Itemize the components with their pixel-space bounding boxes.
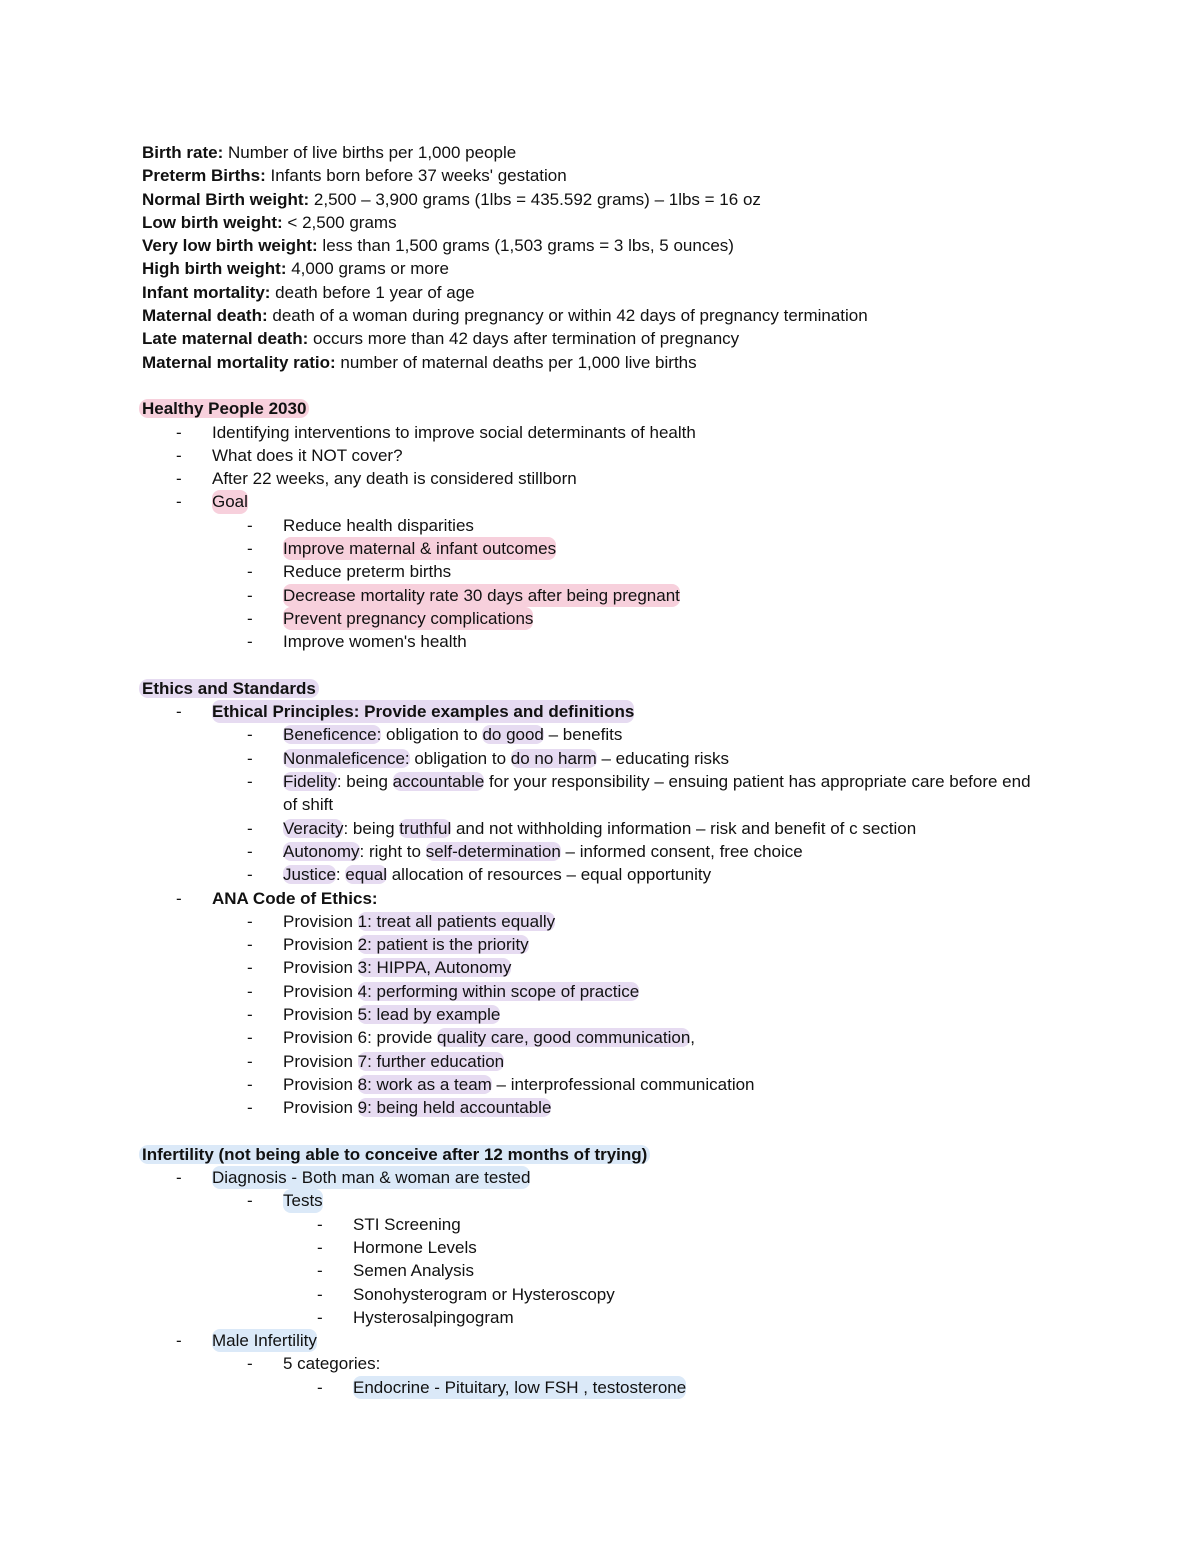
list-item-text: Diagnosis - Both man & woman are tested — [212, 1166, 530, 1189]
list-item-text: What does it NOT cover? — [212, 445, 403, 465]
definition-term: Low birth weight: — [142, 212, 283, 232]
principle-text: : being — [336, 772, 393, 792]
list-item — [142, 421, 1092, 444]
test-text: Sonohysterogram or Hysteroscopy — [353, 1284, 615, 1304]
principle-text: for your responsibility – ensuing patient has appropriate care before end — [484, 772, 1031, 792]
bullet-dash: - — [176, 1168, 182, 1188]
test-text: STI Screening — [353, 1214, 461, 1234]
bullet-dash: - — [247, 608, 253, 628]
definition-term: Preterm Births: — [142, 166, 266, 186]
definition-text: death of a woman during pregnancy or within 42 days of pregnancy termination — [267, 306, 868, 326]
bullet-dash: - — [176, 469, 182, 489]
provision-highlight: 9: being held accountable — [357, 1098, 552, 1118]
list-item — [142, 1283, 1092, 1306]
provision-highlight: 2: patient is the priority — [357, 935, 529, 955]
definition-term: Very low birth weight: — [142, 236, 318, 256]
principle-name: Autonomy — [283, 841, 360, 861]
provision-label: Provision — [283, 958, 358, 978]
principle-item — [142, 840, 1092, 863]
provision-item — [142, 980, 1092, 1003]
bullet-dash: - — [317, 1307, 323, 1327]
definition-text: number of maternal deaths per 1,000 live births — [335, 352, 697, 372]
definition-term: Normal Birth weight: — [142, 189, 310, 209]
definition-text: occurs more than 42 days after termination of pregnancy — [308, 329, 740, 349]
principle-item — [142, 770, 1092, 793]
provision-label: Provision — [283, 1074, 358, 1094]
principle-key: truthful — [399, 818, 452, 838]
provision-highlight: 5: lead by example — [357, 1004, 501, 1024]
list-item — [142, 1306, 1092, 1329]
bullet-dash: - — [247, 1028, 253, 1048]
bullet-dash: - — [247, 981, 253, 1001]
spacer — [142, 654, 1092, 677]
list-item — [142, 444, 1092, 467]
principle-text: – benefits — [543, 725, 623, 745]
definition-line — [142, 351, 1092, 374]
principle-item — [142, 747, 1092, 770]
definition-line — [142, 281, 1092, 304]
bullet-dash: - — [176, 492, 182, 512]
provision-highlight: 1: treat all patients equally — [357, 911, 556, 931]
principle-text: – educating risks — [596, 748, 730, 768]
bullet-dash: - — [176, 888, 182, 908]
principle-text: of shift — [283, 795, 334, 815]
bullet-dash: - — [176, 1331, 182, 1351]
provision-item — [142, 1050, 1092, 1073]
definition-line — [142, 188, 1092, 211]
definition-text: death before 1 year of age — [270, 282, 475, 302]
principle-text: – informed consent, free choice — [560, 841, 803, 861]
principle-text: and not withholding information – risk and benefit of c section — [451, 818, 917, 838]
bullet-dash: - — [247, 935, 253, 955]
bullet-dash: - — [247, 1098, 253, 1118]
definition-line — [142, 257, 1092, 280]
definition-text: Infants born before 37 weeks' gestation — [265, 166, 567, 186]
bullet-dash: - — [247, 958, 253, 978]
spacer — [142, 374, 1092, 397]
provision-highlight: 4: performing within scope of practice — [357, 981, 640, 1001]
definition-text: 4,000 grams or more — [286, 259, 449, 279]
section-heading: Ethics and Standards — [139, 679, 319, 698]
list-item — [142, 1259, 1092, 1282]
principle-key: accountable — [392, 772, 485, 792]
principle-name: Veracity — [283, 818, 344, 838]
section-heading: Infertility (not being able to conceive after 12 months of trying) — [139, 1145, 650, 1164]
goal-text: Reduce preterm births — [283, 562, 452, 582]
bullet-dash: - — [317, 1261, 323, 1281]
bullet-dash: - — [247, 1004, 253, 1024]
bullet-dash: - — [247, 539, 253, 559]
list-item — [142, 630, 1092, 653]
bullet-dash: - — [247, 1074, 253, 1094]
list-item-text: 5 categories: — [283, 1354, 381, 1374]
provision-label: Provision — [283, 981, 358, 1001]
principle-key: self-determination — [425, 841, 561, 861]
bullet-dash: - — [247, 562, 253, 582]
subheading: Ethical Principles: Provide examples and definitions — [212, 700, 634, 723]
bullet-dash: - — [247, 865, 253, 885]
bullet-dash: - — [176, 445, 182, 465]
provision-label: Provision — [283, 1098, 358, 1118]
spacer — [142, 1119, 1092, 1142]
bullet-dash: - — [317, 1284, 323, 1304]
principle-key: equal — [345, 865, 387, 885]
definitions-list — [142, 141, 1092, 374]
definition-text: < 2,500 grams — [282, 212, 397, 232]
provision-label: Provision — [283, 1051, 358, 1071]
bullet-dash: - — [247, 841, 253, 861]
provision-text: , — [690, 1028, 696, 1048]
provision-item — [142, 956, 1092, 979]
bullet-dash: - — [247, 911, 253, 931]
list-item — [142, 1189, 1092, 1212]
list-item — [142, 514, 1092, 537]
goal-text: Improve women's health — [283, 632, 467, 652]
provision-item — [142, 1026, 1092, 1049]
list-item — [142, 560, 1092, 583]
provision-label: Provision — [283, 911, 358, 931]
principle-name: Justice — [283, 865, 336, 885]
bullet-dash: - — [176, 702, 182, 722]
definition-line — [142, 211, 1092, 234]
bullet-dash: - — [247, 632, 253, 652]
bullet-dash: - — [247, 748, 253, 768]
definition-line — [142, 141, 1092, 164]
definition-line — [142, 164, 1092, 187]
definition-term: High birth weight: — [142, 259, 287, 279]
bullet-dash: - — [247, 585, 253, 605]
provision-item — [142, 933, 1092, 956]
list-item — [142, 700, 1092, 723]
list-item-text: After 22 weeks, any death is considered stillborn — [212, 469, 577, 489]
goal-text: Decrease mortality rate 30 days after being pregnant — [283, 584, 680, 607]
principle-name: Nonmaleficence: — [283, 748, 410, 768]
principle-text: : right to — [359, 841, 426, 861]
principle-item — [142, 817, 1092, 840]
subheading: ANA Code of Ethics: — [212, 888, 378, 908]
test-text: Hormone Levels — [353, 1237, 477, 1257]
list-item — [142, 1213, 1092, 1236]
provision-highlight: 8: work as a team — [357, 1074, 492, 1094]
bullet-dash: - — [317, 1377, 323, 1397]
provision-item — [142, 1003, 1092, 1026]
principle-text: obligation to — [381, 725, 483, 745]
definition-line — [142, 327, 1092, 350]
provision-label: Provision — [283, 1004, 358, 1024]
principle-text: allocation of resources – equal opportunity — [386, 865, 712, 885]
bullet-dash: - — [247, 515, 253, 535]
bullet-dash: - — [176, 422, 182, 442]
definition-text: Number of live births per 1,000 people — [223, 143, 517, 162]
principle-item — [142, 863, 1092, 886]
definition-term: Maternal death: — [142, 306, 268, 326]
definition-term: Birth rate: — [142, 143, 224, 162]
principle-key: do good — [482, 725, 544, 745]
provision-highlight: 3: HIPPA, Autonomy — [357, 958, 512, 978]
infertility-section — [142, 1143, 1092, 1399]
definition-line — [142, 234, 1092, 257]
healthy-people-section — [142, 397, 1092, 653]
list-item — [142, 1376, 1092, 1399]
bullet-dash: - — [247, 1051, 253, 1071]
definition-text: less than 1,500 grams (1,503 grams = 3 lbs, 5 ounces) — [317, 236, 734, 256]
section-heading: Healthy People 2030 — [139, 399, 309, 418]
principle-name: Beneficence: — [283, 725, 382, 745]
principle-text: : — [335, 865, 346, 885]
principle-item-continuation — [142, 793, 1092, 816]
category-text: Endocrine - Pituitary, low FSH , testosterone — [353, 1376, 686, 1399]
list-item-text: Male Infertility — [212, 1329, 317, 1352]
principle-text: obligation to — [409, 748, 511, 768]
list-item — [142, 490, 1092, 513]
bullet-dash: - — [317, 1214, 323, 1234]
definition-term: Maternal mortality ratio: — [142, 352, 336, 372]
list-item-text: Identifying interventions to improve social determinants of health — [212, 422, 696, 442]
principle-item — [142, 723, 1092, 746]
bullet-dash: - — [247, 818, 253, 838]
provision-highlight: 7: further education — [357, 1051, 505, 1071]
goal-text: Reduce health disparities — [283, 515, 474, 535]
definition-term: Infant mortality: — [142, 282, 271, 302]
principle-name: Fidelity — [283, 772, 337, 792]
provision-item — [142, 910, 1092, 933]
principle-text: : being — [343, 818, 400, 838]
document-page — [142, 141, 1092, 1399]
provision-item — [142, 1073, 1092, 1096]
list-item — [142, 1352, 1092, 1375]
list-item-text: Goal — [212, 490, 248, 513]
list-item — [142, 584, 1092, 607]
list-item — [142, 1236, 1092, 1259]
definition-text: 2,500 – 3,900 grams (1lbs = 435.592 grams) – 1lbs = 16 oz — [309, 189, 761, 209]
list-item — [142, 1329, 1092, 1352]
test-text: Hysterosalpingogram — [353, 1307, 514, 1327]
bullet-dash: - — [247, 1191, 253, 1211]
provision-label: Provision — [283, 935, 358, 955]
definition-line — [142, 304, 1092, 327]
goal-text: Improve maternal & infant outcomes — [283, 537, 556, 560]
ethics-section — [142, 677, 1092, 1120]
bullet-dash: - — [317, 1237, 323, 1257]
definition-term: Late maternal death: — [142, 329, 309, 349]
provision-item — [142, 1096, 1092, 1119]
goal-text: Prevent pregnancy complications — [283, 607, 533, 630]
list-item-text: Tests — [283, 1189, 323, 1212]
list-item — [142, 607, 1092, 630]
bullet-dash: - — [247, 772, 253, 792]
provision-text: – interprofessional communication — [491, 1074, 755, 1094]
list-item — [142, 467, 1092, 490]
bullet-dash: - — [247, 1354, 253, 1374]
list-item — [142, 537, 1092, 560]
list-item — [142, 887, 1092, 910]
test-text: Semen Analysis — [353, 1261, 474, 1281]
bullet-dash: - — [247, 725, 253, 745]
provision-highlight: quality care, good communication — [437, 1028, 691, 1048]
provision-label: Provision 6: provide — [283, 1028, 438, 1048]
principle-key: do no harm — [510, 748, 597, 768]
list-item — [142, 1166, 1092, 1189]
